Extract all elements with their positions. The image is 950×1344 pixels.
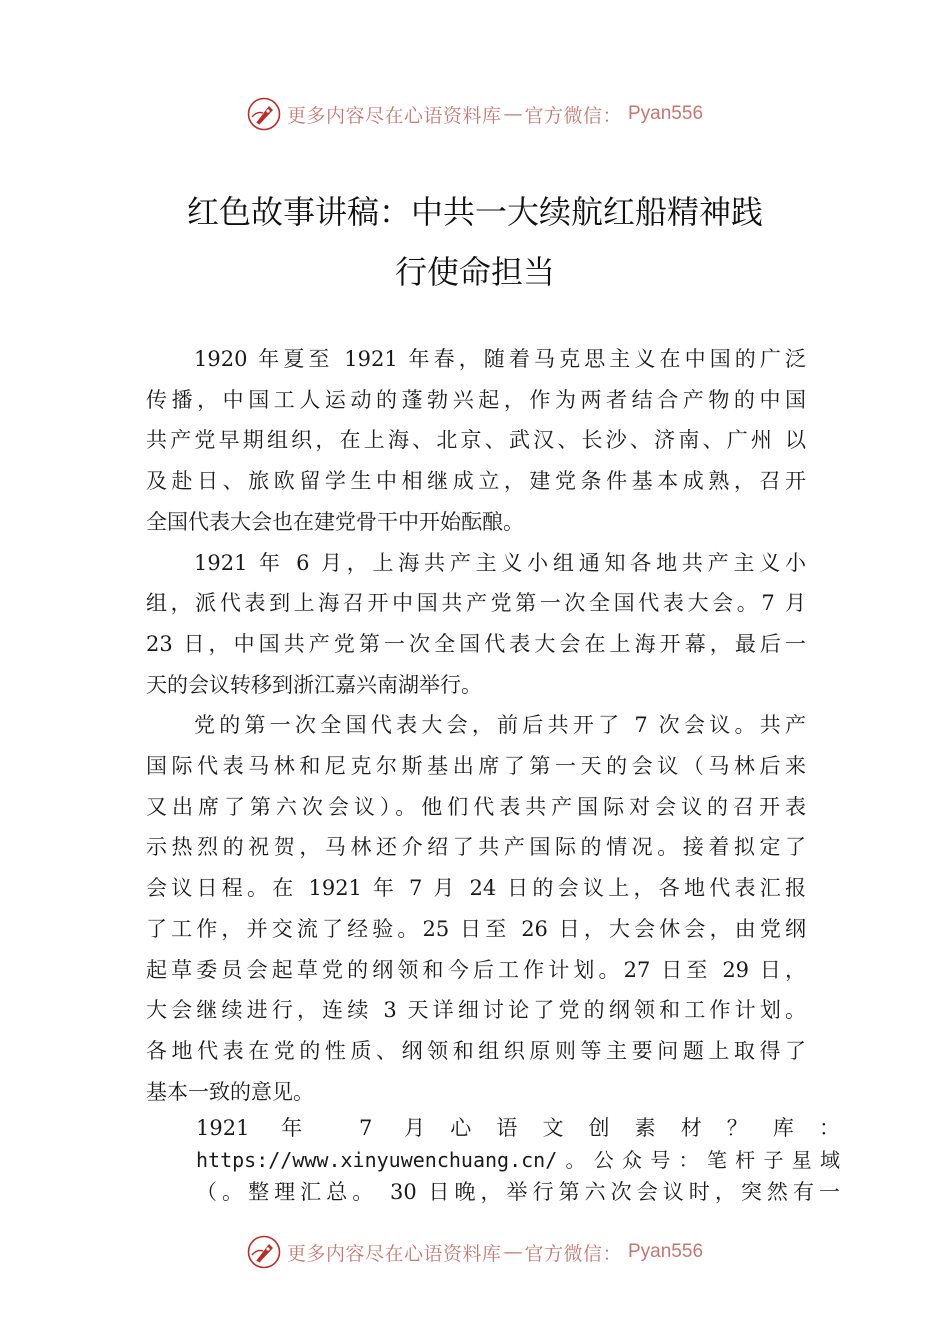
header-banner (0, 94, 950, 134)
text-line: 1921 年 6 月，上海共产主义小组通知各地共产主义小 (194, 550, 806, 575)
footer-banner (0, 1232, 950, 1272)
text-line: 国际代表马林和尼克尔斯基出席了第一天的会议（马林后来 (146, 754, 806, 779)
banner-text: 更多内容尽在心语资料库 (286, 1242, 502, 1265)
text-line: 1920 年夏至 1921 年春，随着马克思主义在中国的广泛 (194, 347, 806, 371)
pen-nib-logo-icon (247, 97, 281, 131)
text-line: 天的会议转移到浙江嘉兴南湖举行。 (146, 672, 482, 697)
text-line: 传播，中国工人运动的蓬勃兴起，作为两者结合产物的中国 (146, 387, 806, 412)
text-line: 基本一致的意见。 (146, 1079, 314, 1104)
banner-wechat-label: 官方微信： (524, 1242, 622, 1265)
text-line: 共产党早期组织，在上海、北京、武汉、长沙、济南、广州 以 (146, 428, 806, 453)
document-body (146, 339, 806, 1112)
text-line: 1921 年 7 月心语文创素材？库： (196, 1116, 840, 1140)
text-line: 又出席了第六次会议）。他们代表共产国际对会议的召开表 (146, 794, 806, 819)
trailing-text-block (196, 1112, 840, 1208)
pen-nib-logo-icon (247, 1235, 281, 1269)
banner-text: 更多内容尽在心语资料库 (286, 104, 502, 127)
paragraph (146, 543, 806, 706)
text-line: 23 日，中国共产党第一次全国代表大会在上海开幕，最后一 (146, 631, 806, 656)
banner-wechat-id: Pyan556 (628, 1241, 704, 1262)
text-line: 组，派代表到上海召开中国共产党第一次全国代表大会。7 月 (146, 591, 806, 616)
banner-separator: — (503, 103, 523, 125)
text-line: 及赴日、旅欧留学生中相继成立，建党条件基本成熟，召开 (146, 469, 806, 494)
text-line: 大会继续进行，连续 3 天详细讨论了党的纲领和工作计划。 (146, 998, 806, 1023)
title-line: 行使命担当 (394, 253, 555, 291)
paragraph (146, 339, 806, 543)
document-title (145, 182, 805, 302)
url-text-line: https://www.xinyuwenchuang.cn/。公众号：笔杆子星域 (196, 1148, 840, 1172)
text-line: 示热烈的祝贺，马林还介绍了共产国际的情况。接着拟定了 (146, 835, 806, 860)
text-line: 各地代表在党的性质、纲领和组织原则等主要问题上取得了 (146, 1038, 806, 1063)
text-line: 了工作，并交流了经验。25 日至 26 日，大会休会，由党纲 (146, 916, 806, 941)
text-line: （。整理汇总。 30 日晚，举行第六次会议时，突然有一 (196, 1180, 840, 1204)
title-line: 红色故事讲稿：中共一大续航红船精神践 (186, 193, 763, 231)
text-line: 起草委员会起草党的纲领和今后工作计划。27 日至 29 日， (146, 957, 806, 982)
text-line: 全国代表大会也在建党骨干中开始酝酿。 (146, 509, 524, 534)
banner-separator: — (503, 1241, 523, 1263)
text-line: 会议日程。在 1921 年 7 月 24 日的会议上，各地代表汇报 (146, 876, 806, 901)
text-line: 党的第一次全国代表大会，前后共开了 7 次会议。共产 (194, 713, 806, 738)
paragraph (146, 705, 806, 1112)
banner-wechat-id: Pyan556 (628, 103, 704, 124)
banner-wechat-label: 官方微信： (524, 104, 622, 127)
